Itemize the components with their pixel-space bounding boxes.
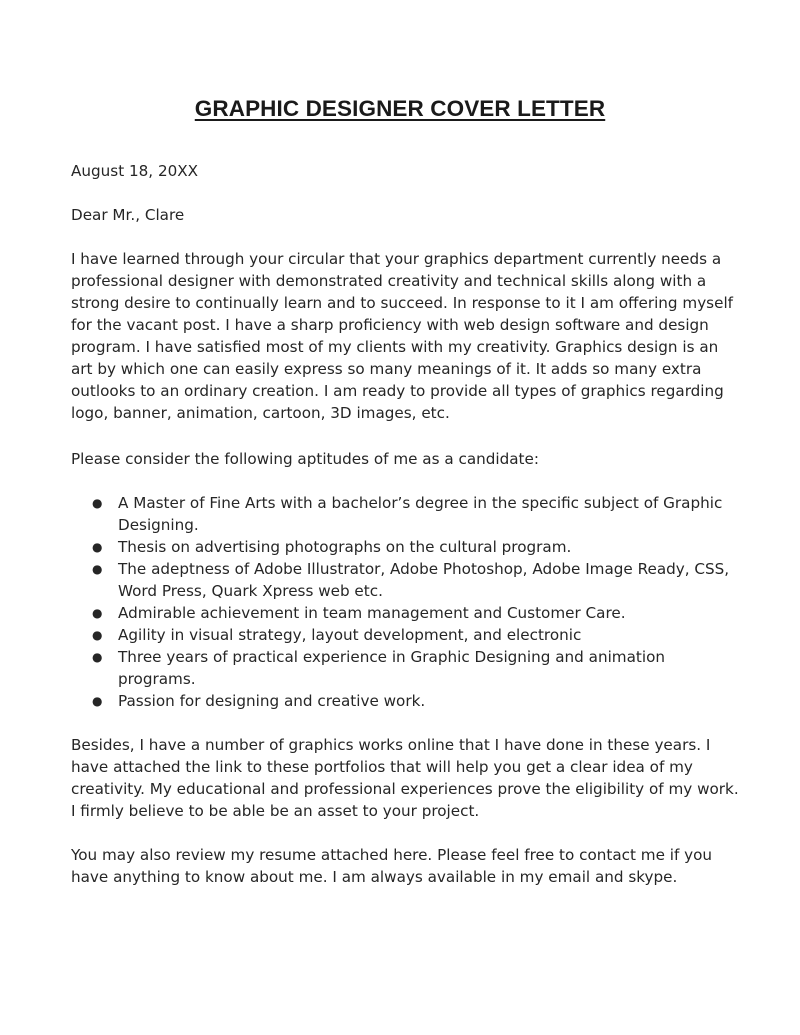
closing-paragraph: You may also review my resume attached here. Please feel free to contact me if you have anything to know about me. I am always available in my email and skype.	[71, 846, 713, 886]
bullet-icon: ●	[92, 496, 103, 510]
list-item	[71, 536, 741, 558]
list-item-text: Agility in visual strategy, layout development, and electronic	[118, 626, 582, 644]
letter-title: GRAPHIC DESIGNER COVER LETTER	[194, 96, 606, 121]
list-item	[71, 624, 741, 646]
list-item-text: The adeptness of Adobe Illustrator, Adobe Photoshop, Adobe Image Ready, CSS, Word Press, Quark Xpress web etc.	[118, 560, 730, 600]
portfolio-paragraph: Besides, I have a number of graphics works online that I have done in these years. I have attached the link to these portfolios that will help you get a clear idea of my creativity. My educational and professional experiences prove the eligibility of my work. I firmly believe to be able be an asset to your project.	[71, 736, 739, 820]
list-item-text: Admirable achievement in team management and Customer Care.	[118, 604, 626, 622]
bullet-icon: ●	[92, 540, 103, 554]
aptitudes-list	[71, 492, 741, 712]
list-item-text: Three years of practical experience in Graphic Designing and animation programs.	[118, 648, 665, 688]
list-item	[71, 558, 741, 602]
aptitudes-intro: Please consider the following aptitudes of me as a candidate:	[71, 450, 539, 468]
list-item	[71, 646, 741, 690]
bullet-icon: ●	[92, 562, 103, 576]
bullet-icon: ●	[92, 650, 103, 664]
letter-salutation: Dear Mr., Clare	[71, 206, 185, 224]
bullet-icon: ●	[92, 606, 103, 620]
list-item	[71, 602, 741, 624]
bullet-icon: ●	[92, 694, 103, 708]
opening-paragraph: I have learned through your circular that your graphics department currently needs a professional designer with demonstrated creativity and technical skills along with a strong desire to continually learn and to succeed. In response to it I am offering myself for the vacant post. I have a sharp proficiency with web design software and design program. I have satisfied most of my clients with my creativity. Graphics design is an art by which one can easily express so many meanings of it. It adds so many extra outlooks to an ordinary creation. I am ready to provide all types of graphics regarding logo, banner, animation, cartoon, 3D images, etc.	[71, 250, 734, 422]
list-item-text: A Master of Fine Arts with a bachelor’s degree in the specific subject of Graphic Designing.	[118, 494, 723, 534]
list-item	[71, 492, 741, 536]
bullet-icon: ●	[92, 628, 103, 642]
list-item	[71, 690, 741, 712]
list-item-text: Thesis on advertising photographs on the cultural program.	[118, 538, 572, 556]
list-item-text: Passion for designing and creative work.	[118, 692, 426, 710]
letter-date: August 18, 20XX	[71, 162, 199, 180]
